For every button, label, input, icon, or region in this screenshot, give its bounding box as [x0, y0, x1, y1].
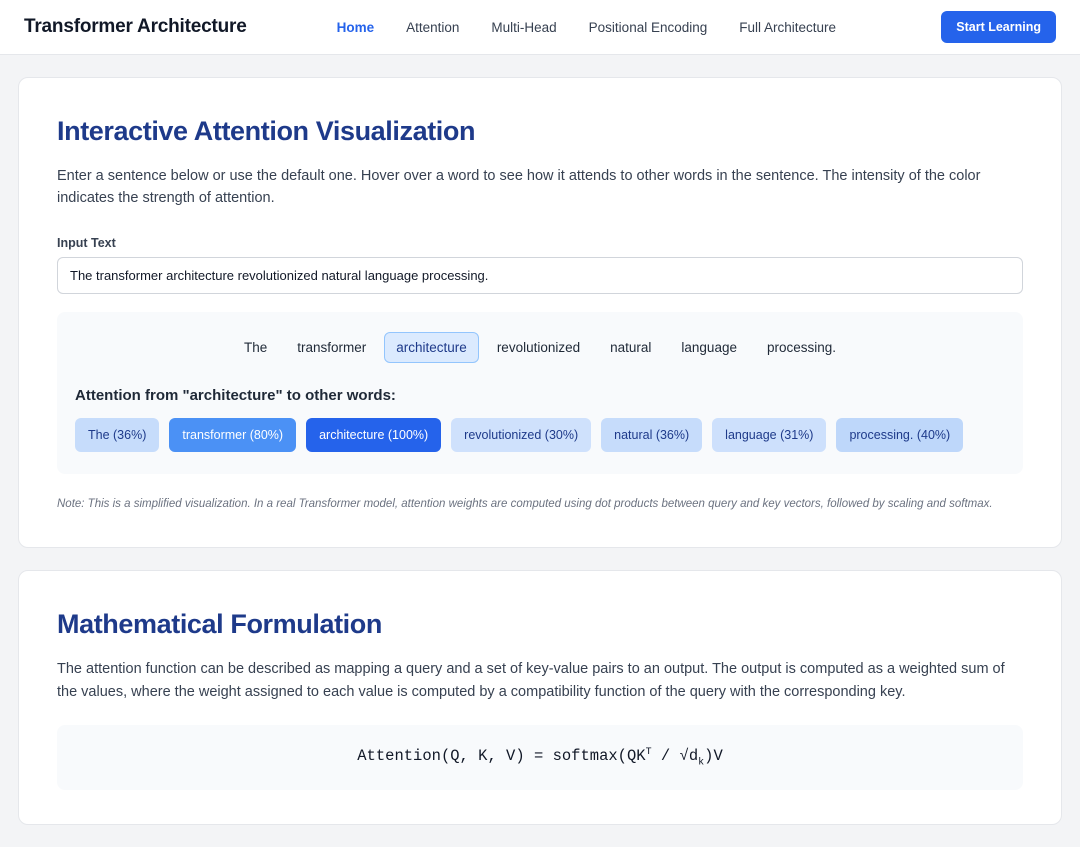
attention-chip: revolutionized (30%)	[451, 418, 591, 452]
sentence-input[interactable]	[57, 257, 1023, 294]
word-token[interactable]: The	[243, 339, 268, 355]
word-token[interactable]: revolutionized	[496, 339, 581, 355]
attention-chip: transformer (80%)	[169, 418, 296, 452]
attention-card-title: Interactive Attention Visualization	[57, 116, 476, 146]
word-token-row	[75, 332, 1005, 363]
attention-chip: The (36%)	[75, 418, 159, 452]
attention-heading: Attention from "architecture" to other words:	[75, 386, 396, 404]
main-nav	[337, 20, 836, 35]
formula-prefix: Attention(Q, K, V) = softmax(QK	[357, 747, 646, 766]
nav-item-positional-encoding[interactable]: Positional Encoding	[588, 19, 708, 35]
nav-item-home[interactable]: Home	[336, 19, 375, 35]
word-token[interactable]: processing.	[766, 339, 837, 355]
nav-item-full-architecture[interactable]: Full Architecture	[739, 19, 837, 35]
math-card-title: Mathematical Formulation	[57, 609, 382, 640]
attention-note: Note: This is a simplified visualization. In a real Transformer model, attention weights are computed using dot products between query and key vectors, followed by scaling and softmax.	[57, 497, 993, 510]
input-text-label: Input Text	[57, 235, 116, 250]
attention-formula	[57, 725, 1023, 790]
word-token[interactable]: transformer	[297, 339, 367, 355]
formula-mid: / √d	[651, 747, 699, 766]
formula-suffix: )V	[704, 747, 723, 766]
nav-item-multi-head[interactable]: Multi-Head	[491, 19, 557, 35]
formula-superscript: T	[645, 747, 652, 759]
math-card-description: The attention function can be described as mapping a query and a set of key-value pairs to an output. The output is computed as a weighted sum of the values, where the weight assigned to each value is computed by a compatibility function of the query with the corresponding key.	[57, 661, 1005, 700]
formula-subscript: k	[698, 757, 705, 769]
attention-visualization-card	[18, 77, 1062, 548]
attention-chip: architecture (100%)	[306, 418, 441, 452]
mathematical-formulation-card	[18, 570, 1062, 825]
page-title: Transformer Architecture	[24, 16, 247, 37]
top-navbar	[0, 0, 1080, 55]
nav-item-attention[interactable]: Attention	[406, 19, 460, 35]
attention-chip: language (31%)	[712, 418, 826, 452]
word-token-selected[interactable]: architecture	[384, 332, 479, 363]
start-learning-button[interactable]: Start Learning	[941, 11, 1056, 43]
attention-card-description: Enter a sentence below or use the default one. Hover over a word to see how it attends to other words in the sentence. The intensity of the color indicates the strength of attention.	[57, 168, 981, 207]
word-token[interactable]: natural	[610, 339, 652, 355]
sentence-panel	[57, 312, 1023, 474]
page-body	[0, 55, 1080, 825]
attention-chip: natural (36%)	[601, 418, 702, 452]
attention-chip: processing. (40%)	[836, 418, 963, 452]
word-token[interactable]: language	[681, 339, 737, 355]
attention-chip-row	[75, 418, 1005, 452]
